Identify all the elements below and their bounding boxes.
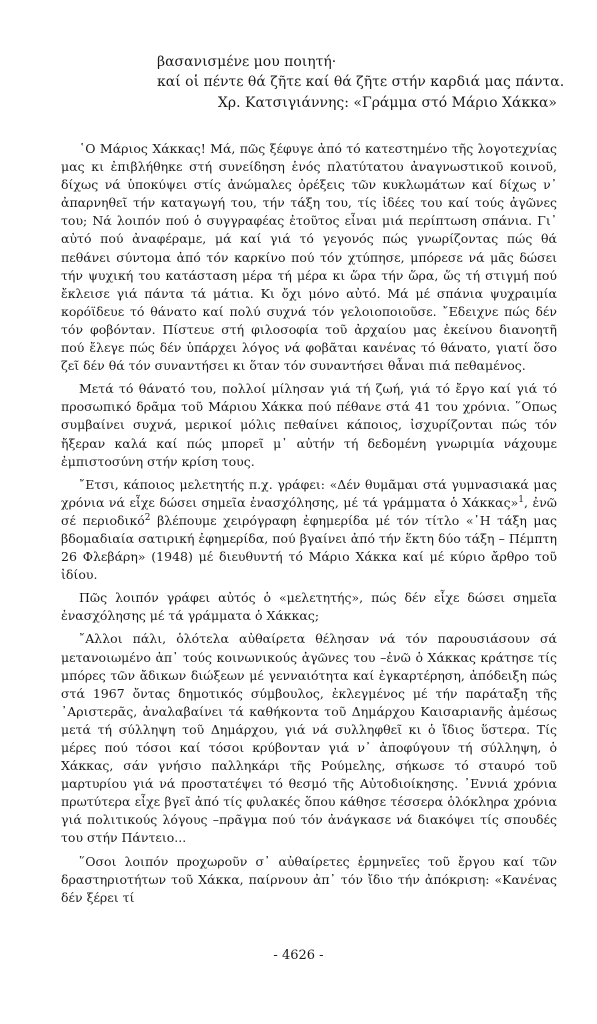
page-number: - 4626 - <box>273 948 324 963</box>
epigraph-line-2: καί οἱ πέντε θά ζῆτε καί θά ζῆτε στήν καρδιά μας πάντα. <box>157 74 565 90</box>
paragraph-3-part-b: , ἐνῶ σέ περιοδικό <box>61 494 557 528</box>
paragraph-1: ῾Ο Μάριος Χάκκας! Μά, πῶς ξέφυγε ἀπό τό κατεστημένο τῆς λογοτεχνίας μας κι ἐπιβλήθηκε στή συνείδηση ἑνός πλατύτατου ἀναγνωστικοῦ κοινοῦ, δίχως νά ὑποκύψει στίς ἀνώμαλες ὀρέξεις τῶν κυκλωμάτων καί δίχως ν᾽ ἀπαρνηθεῖ τήν καταγωγή του, τήν τάξη του, τίς ἰδέες του καί τούς ἀγῶνες του; Νά λοιπόν πού ὁ συγγραφέας ἐτοῦτος εἶναι μιά περίπτωση σπάνια. Γι᾽ αὐτό πού ἀναφέραμε, μά καί γιά τό γεγονός πώς γνωρίζοντας πώς θά πεθάνει σύντομα ἀπό τόν καρκίνο πού τόν χτύπησε, μπόρεσε νά μᾶς δώσει τήν ψυχική του κατάσταση μέρα τή μέρα κι ὥρα τήν ὥρα, ὥς τή στιγμή πού ἔκλεισε γιά πάντα τά μάτια. Κι ὄχι μόνο αὐτό. Μά μέ σπάνια ψυχραιμία κορόϊδευε τό θάνατο καί πολύ συχνά τόν γελοιοποιοῦσε. ῎Εδειχνε πώς δέν τόν φοβόνταν. Πίστευε στή φιλοσοφία τοῦ ἀρχαίου μας ἐκείνου διανοητῆ πού ἔλεγε πώς δέν ὑπάρχει λόγος νά φοβᾶται κανένας τό θάνατο, γιατί ὅσο ζεῖ δέν θά τόν συναντήσει κι ὅταν τόν συναντήσει θἆναι πιά πεθαμένος. <box>61 141 557 374</box>
paragraph-5: ῎Αλλοι πάλι, ὁλότελα αὐθαίρετα θέλησαν νά τόν παρουσιάσουν σά μετανοιωμένο ἀπ᾽ τούς κοινωνικούς ἀγῶνες του –ἐνῶ ὁ Χάκκας κράτησε τίς μπόρες τῶν ἄδικων διώξεων μέ γενναιότητα καί ἐγκαρτέρηση, ἀπόδειξη πώς στά 1967 ὄντας δημοτικός σύμβουλος, ἐκλεγμένος μέ τήν παράταξη τῆς ᾽Αριστερᾶς, ἀναλαβαίνει τά καθήκοντα τοῦ Δημάρχου Καισαριανῆς ἀμέσως μετά τή σύλληψη τοῦ Δημάρχου, γιά νά συλληφθεῖ κι ὁ ἴδιος ὕστερα. Τίς μέρες πού τόσοι καί τόσοι κρύβονταν γιά ν᾽ ἀποφύγουν τή σύλληψη, ὁ Χάκκας, σάν γνήσιο παλληκάρι τῆς Ρούμελης, σήκωσε τό σταυρό τοῦ μαρτυρίου γιά νά προστατέψει τό θεσμό τῆς Αὐτοδιοίκησης. ᾽Εννιά χρόνια πρωτύτερα εἶχε βγεῖ ἀπό τίς φυλακές ὅπου κάθησε τέσσερα ὁλόκληρα χρόνια γιά πολιτικούς λόγους –πρᾶγμα πού τόν ἀνάγκασε νά διακόψει τίς σπουδές του στήν Πάντειο... <box>61 631 557 846</box>
paragraph-3-part-c: βλέπουμε χειρόγραφη ἐφημερίδα μέ τόν τίτλο «῾Η τάξη μας βδομαδιαία σατιρική ἐφημερίδα, πού βγαίνει ἀπό τήν ἕκτη δύο τάξη – Πέμπτη 26 Φλεβάρη» (1948) μέ διευθυντή τό Μάριο Χάκκα καί μέ κύριο ἄρθρο τοῦ ἰδίου. <box>61 512 557 583</box>
epigraph-line-1: βασανισμένε μου ποιητή· <box>157 54 337 70</box>
paragraph-4: Πῶς λοιπόν γράφει αὐτός ὁ «μελετητής», πώς δέν εἶχε δώσει σημεῖα ἐνασχόλησης μέ τά γράμματα ὁ Χάκκας; <box>61 590 557 624</box>
footnote-marker-1: 1 <box>518 494 524 505</box>
paragraph-6: ῞Οσοι λοιπόν προχωροῦν σ᾽ αὐθαίρετες ἑρμηνεῖες τοῦ ἔργου καί τῶν δραστηριοτήτων τοῦ Χάκκα, παίρνουν ἀπ᾽ τόν ἴδιο τήν ἀπόκριση: «Κανένας δέν ξέρει τί <box>61 853 557 905</box>
paragraph-3 <box>61 476 557 585</box>
paragraph-3-part-a: ῎Ετσι, κάποιος μελετητής π.χ. γράφει: «Δέν θυμᾶμαι στά γυμνασιακά μας χρόνια νά εἶχε δώσει σημεῖα ἐνασχόλησης, μέ τά γράμματα ὁ Χάκκας» <box>61 476 557 510</box>
body-text <box>61 140 557 907</box>
footnote-marker-2: 2 <box>144 512 151 523</box>
epigraph <box>157 52 565 113</box>
paragraph-2: Μετά τό θάνατό του, πολλοί μίλησαν γιά τή ζωή, γιά τό ἔργο καί γιά τό προσωπικό δρᾶμα τοῦ Μάριου Χάκκα πού πέθανε στά 41 του χρόνια. ῞Οπως συμβαίνει συχνά, μερικοί μόλις πεθαίνει κάποιος, ἰσχυρίζονται πώς τόν ἤξεραν καλά καί πώς μπορεῖ μ᾽ αὐτήν τή δεδομένη γνωριμία νάχουμε ἐμπιστοσύνη στήν κρίση τους. <box>61 381 557 469</box>
epigraph-source: Χρ. Κατσιγιάννης: «Γράμμα στό Μάριο Χάκκα» <box>217 95 557 111</box>
